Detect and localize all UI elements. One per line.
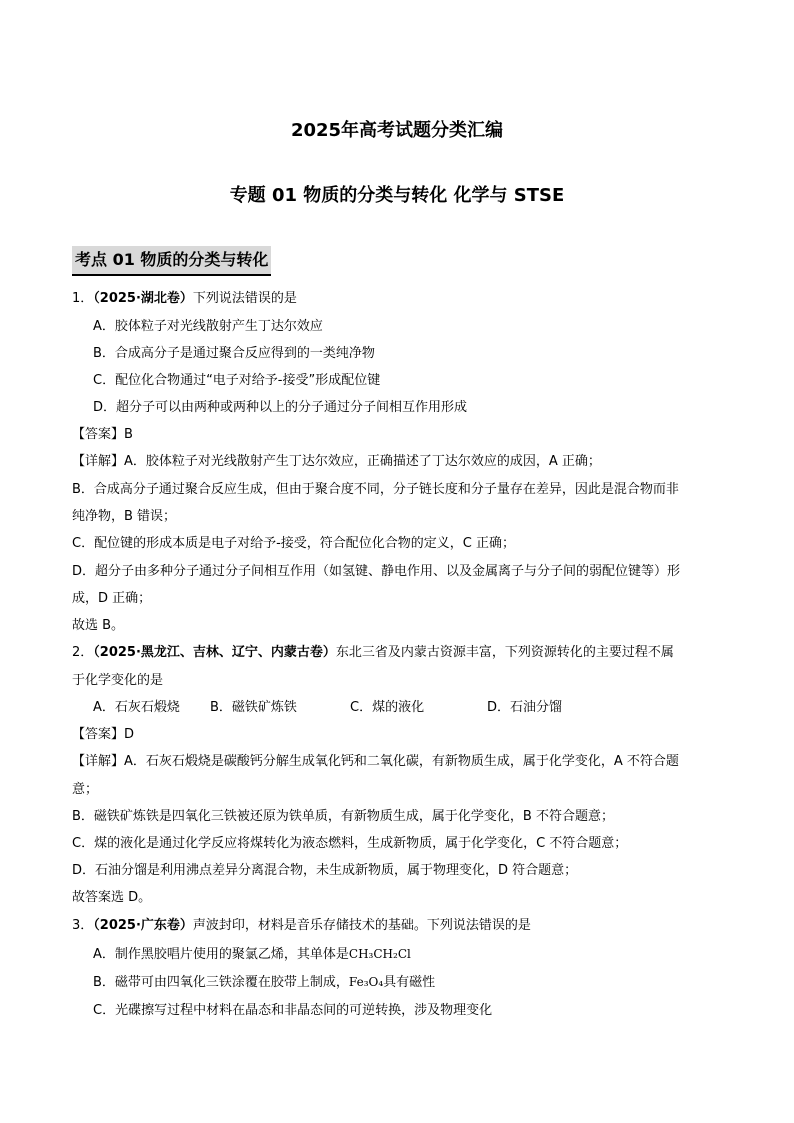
q2-detail-a-line2: 意； bbox=[72, 782, 99, 797]
chemical-formula: CH₃CH₂Cl bbox=[348, 947, 411, 961]
question-number: 1． bbox=[72, 291, 94, 306]
q3-option-b bbox=[93, 972, 435, 993]
option-text-suffix: 具有磁性 bbox=[383, 975, 436, 990]
detail-text: A．胶体粒子对光线散射产生丁达尔效应，正确描述了丁达尔效应的成因，A 正确； bbox=[124, 454, 601, 469]
q2-detail-b: B．磁铁矿炼铁是四氧化三铁被还原为铁单质，有新物质生成，属于化学变化，B 不符合题意； bbox=[72, 809, 614, 824]
q2-option-d: D．石油分馏 bbox=[487, 700, 563, 715]
q1-answer: 【答案】B bbox=[72, 427, 133, 442]
option-text: A．制作黑胶唱片使用的聚氯乙烯，其单体是 bbox=[93, 947, 349, 962]
detail-tag: 【详解】 bbox=[72, 454, 125, 469]
q2-option-a: A．石灰石煅烧 bbox=[93, 700, 180, 715]
question-number: 3． bbox=[72, 918, 94, 933]
q1-detail-a bbox=[72, 452, 601, 472]
question-2-stem-line2: 于化学变化的是 bbox=[72, 673, 164, 688]
q1-option-d: D．超分子可以由两种或两种以上的分子通过分子间相互作用形成 bbox=[93, 400, 468, 415]
q2-detail-a-line1 bbox=[72, 752, 679, 772]
q1-detail-d-line2: 成，D 正确； bbox=[72, 591, 152, 606]
q3-option-c: C．光碟擦写过程中材料在晶态和非晶态间的可逆转换，涉及物理变化 bbox=[93, 1003, 493, 1018]
question-2-stem bbox=[72, 643, 674, 663]
q1-detail-c: C．配位键的形成本质是电子对给予-接受，符合配位化合物的定义，C 正确； bbox=[72, 536, 515, 551]
q2-detail-d: D．石油分馏是利用沸点差异分离混合物，未生成新物质，属于物理变化，D 符合题意； bbox=[72, 863, 578, 878]
q1-conclusion: 故选 B。 bbox=[72, 618, 125, 633]
question-text: 声波封印，材料是音乐存储技术的基础。下列说法错误的是 bbox=[192, 918, 531, 933]
q3-option-a bbox=[93, 944, 411, 965]
q2-option-b: B．磁铁矿炼铁 bbox=[210, 700, 297, 715]
q1-option-b: B．合成高分子是通过聚合反应得到的一类纯净物 bbox=[93, 346, 375, 361]
chemical-formula: Fe₃O₄ bbox=[348, 975, 384, 989]
question-text: 下列说法错误的是 bbox=[192, 291, 297, 306]
document-subtitle: 专题 01 物质的分类与转化 化学与 STSE bbox=[229, 185, 565, 206]
detail-text: A．石灰石煅烧是碳酸钙分解生成氧化钙和二氧化碳，有新物质生成，属于化学变化，A 不符合题 bbox=[124, 754, 679, 769]
q2-option-c: C．煤的液化 bbox=[350, 700, 425, 715]
question-3-stem bbox=[72, 916, 531, 936]
q1-option-c: C．配位化合物通过“电子对给予-接受”形成配位键 bbox=[93, 373, 381, 388]
q1-detail-d-line1: D．超分子由多种分子通过分子间相互作用（如氢键、静电作用、以及金属离子与分子间的弱配位键等）形 bbox=[72, 564, 681, 579]
question-source: （2025·广东卷） bbox=[93, 918, 193, 933]
question-source: （2025·黑龙江、吉林、辽宁、内蒙古卷） bbox=[93, 645, 336, 660]
q2-detail-c: C．煤的液化是通过化学反应将煤转化为液态燃料，生成新物质，属于化学变化，C 不符合题意； bbox=[72, 836, 628, 851]
option-text: B．磁带可由四氧化三铁涂覆在胶带上制成， bbox=[93, 975, 349, 990]
question-number: 2． bbox=[72, 645, 94, 660]
question-source: （2025·湖北卷） bbox=[93, 291, 193, 306]
q1-detail-b-line1: B．合成高分子通过聚合反应生成，但由于聚合度不同，分子链长度和分子量存在差异，因此是混合物而非 bbox=[72, 482, 679, 497]
section-heading: 考点 01 物质的分类与转化 bbox=[72, 246, 271, 276]
q2-conclusion: 故答案选 D。 bbox=[72, 890, 152, 905]
question-1-stem bbox=[72, 289, 297, 309]
question-text: 东北三省及内蒙古资源丰富，下列资源转化的主要过程不属 bbox=[335, 645, 674, 660]
document-title: 2025年高考试题分类汇编 bbox=[290, 120, 504, 141]
q2-answer: 【答案】D bbox=[72, 727, 135, 742]
detail-tag: 【详解】 bbox=[72, 754, 125, 769]
q1-detail-b-line2: 纯净物，B 错误； bbox=[72, 509, 177, 524]
q1-option-a: A．胶体粒子对光线散射产生丁达尔效应 bbox=[93, 319, 323, 334]
